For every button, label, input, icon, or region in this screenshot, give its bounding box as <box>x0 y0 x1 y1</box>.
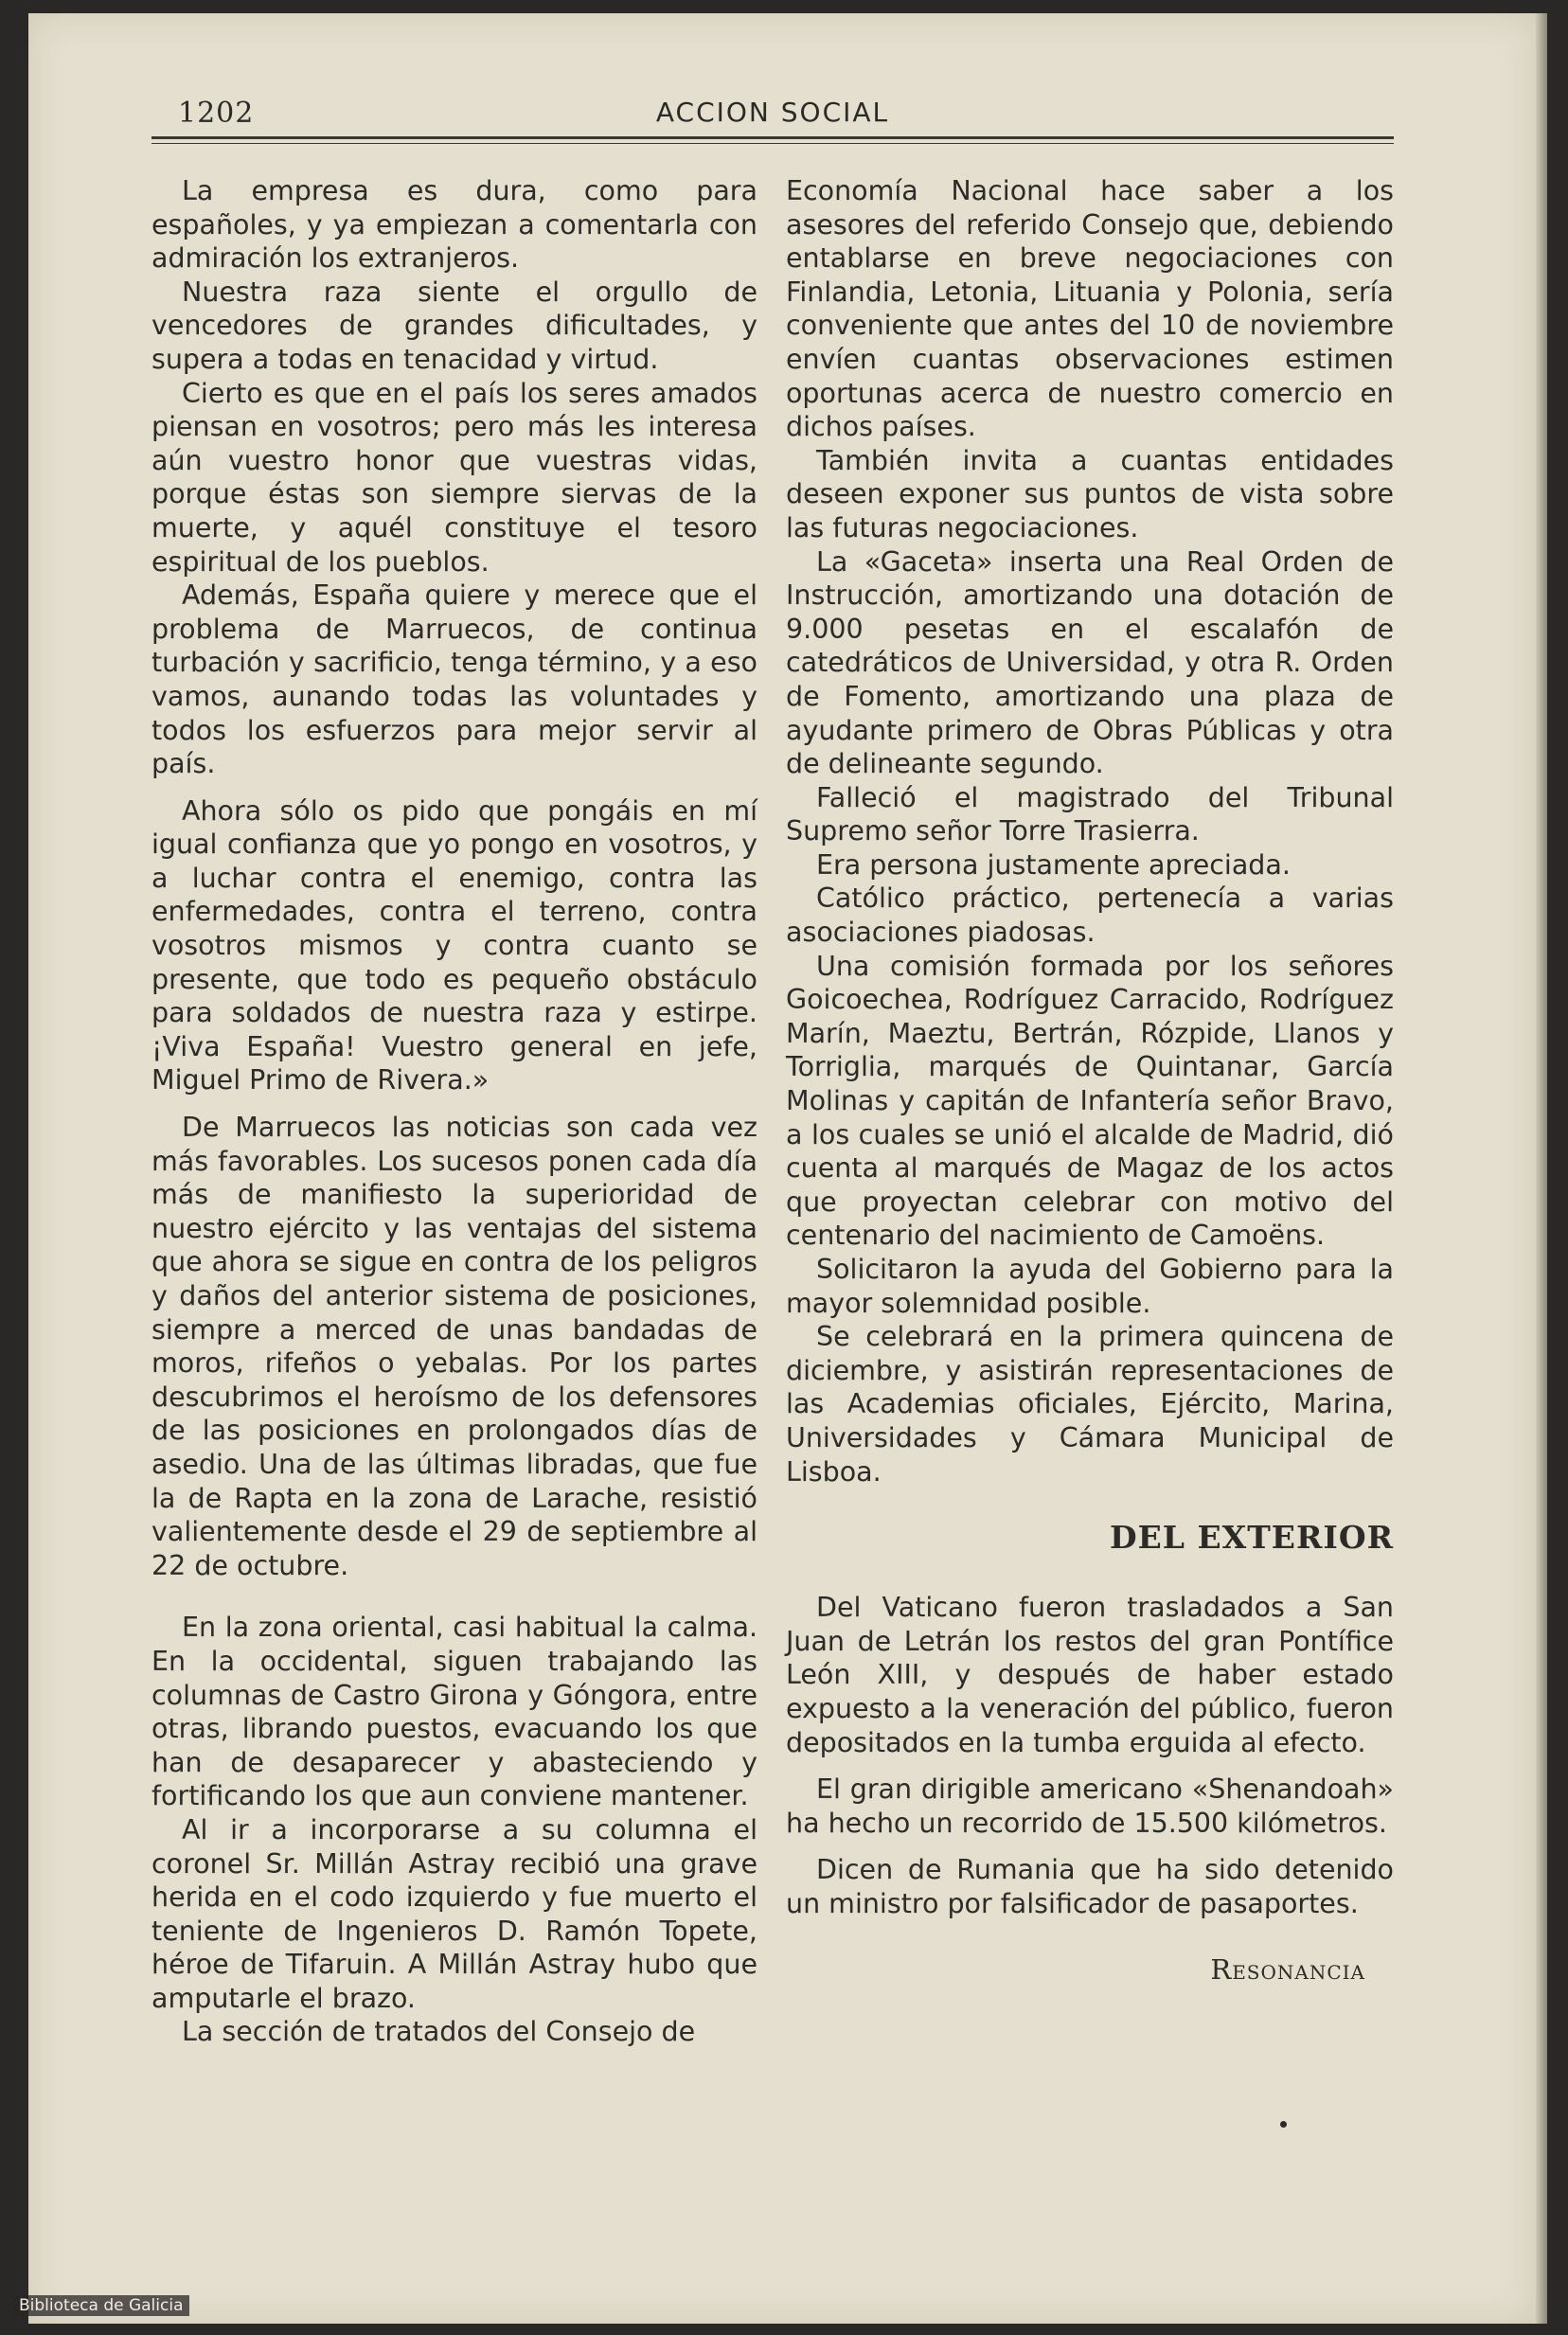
library-watermark: Biblioteca de Galicia <box>13 2295 189 2316</box>
paragraph: En la zona oriental, casi habitual la calma. En la occidental, siguen trabajando las columnas de Castro Girona y Góngora, entre otras, librando puestos, evacuando los que han de desaparecer y abasteciendo y fortificando los que aun conviene mantener. <box>151 1612 757 1812</box>
left-column <box>151 174 757 2049</box>
paragraph: Al ir a incorporarse a su columna el coronel Sr. Millán Astray recibió una grave herida en el codo izquierdo y fue muerto el teniente de Ingenieros D. Ramón Topete, héroe de Tifaruin. A Millán Astray hubo que amputarle el brazo. <box>151 1813 757 2014</box>
header-rule <box>151 136 1394 139</box>
page-number: 1202 <box>178 97 255 130</box>
paragraph: Economía Nacional hace saber a los asesores del referido Consejo que, debiendo entablarse en breve negociaciones con Finlandia, Letonia, Lituania y Polonia, sería conveniente que antes del 10 de noviembre envíen cuantas observaciones estimen oportunas acerca de nuestro comercio en dichos países. <box>786 175 1394 443</box>
paragraph: Una comisión formada por los señores Goicoechea, Rodríguez Carracido, Rodríguez Marín, Maeztu, Bertrán, Rózpide, Llanos y Torriglia, marqués de Quintanar, García Molinas y capitán de Infantería señor Bravo, a los cuales se unió el alcalde de Madrid, dió cuenta al marqués de Magaz de los actos que proyectan celebrar con motivo del centenario del nacimiento de Camoëns. <box>786 950 1394 1252</box>
paragraph: El gran dirigible americano «Shenandoah» ha hecho un recorrido de 15.500 kilómetros. <box>786 1774 1394 1839</box>
section-heading-exterior: DEL EXTERIOR <box>1110 1519 1394 1557</box>
paragraph: También invita a cuantas entidades deseen exponer sus puntos de vista sobre las futuras negociaciones. <box>786 444 1394 544</box>
paragraph: La empresa es dura, como para españoles, y ya empiezan a comentarla con admiración los extranjeros. <box>151 175 757 275</box>
paragraph: Solicitaron la ayuda del Gobierno para la mayor solemnidad posible. <box>786 1254 1394 1319</box>
paragraph: Nuestra raza siente el orgullo de vencedores de grandes dificultades, y supera a todas en tenacidad y virtud. <box>151 276 757 375</box>
paragraph: Se celebrará en la primera quincena de diciembre, y asistirán representaciones de las Academias oficiales, Ejército, Marina, Universidades y Cámara Municipal de Lisboa. <box>786 1321 1394 1488</box>
paragraph: Cierto es que en el país los seres amados piensan en vosotros; pero más les interesa aún vuestro honor que vuestras vidas, porque éstas son siempre siervas de la muerte, y aquél constituye el tesoro espiritual de los pueblos. <box>151 377 757 578</box>
paragraph: La «Gaceta» inserta una Real Orden de Instrucción, amortizando una dotación de 9.000 pesetas en el escalafón de catedráticos de Universidad, y otra R. Orden de Fomento, amortizando una plaza de ayudante primero de Obras Públicas y otra de delineante segundo. <box>786 545 1394 780</box>
paragraph: Del Vaticano fueron trasladados a San Juan de Letrán los restos del gran Pontífice León XIII, y después de haber estado expuesto a la veneración del público, fueron depositados en la tumba erguida al efecto. <box>786 1592 1394 1758</box>
paragraph: Era persona justamente apreciada. <box>816 848 1291 881</box>
ornament-dot <box>1280 2121 1287 2128</box>
running-title: ACCION SOCIAL <box>655 97 890 128</box>
paragraph: Dicen de Rumania que ha sido detenido un ministro por falsificador de pasaportes. <box>786 1854 1394 1919</box>
page-edge <box>1536 13 1547 2324</box>
author-signature: Resonancia <box>1210 1952 1365 1986</box>
paragraph: Además, España quiere y merece que el problema de Marruecos, de continua turbación y sacrificio, tenga término, y a eso vamos, aunando todas las voluntades y todos los esfuerzos para mejor servir al país. <box>151 579 757 780</box>
paragraph: Falleció el magistrado del Tribunal Supremo señor Torre Trasierra. <box>786 781 1394 847</box>
page-header <box>151 87 1394 134</box>
paragraph: Ahora sólo os pido que pongáis en mí igual confianza que yo pongo en vosotros, y a luchar contra el enemigo, contra las enfermedades, contra el terreno, contra vosotros mismos y contra cuanto se presente, que todo es pequeño obstáculo para soldados de nuestra raza y estirpe. ¡Viva España! Vuestro general en jefe, Miguel Primo de Rivera.» <box>151 794 757 1096</box>
header-rule-thin <box>151 143 1394 144</box>
paragraph: Católico práctico, pertenecía a varias asociaciones piadosas. <box>786 882 1394 949</box>
paragraph: De Marruecos las noticias son cada vez más favorables. Los sucesos ponen cada día más de manifiesto la superioridad de nuestro ejército y las ventajas del sistema que ahora se sigue en contra de los peligros y daños del anterior sistema de posiciones, siempre a merced de unas bandadas de moros, rifeños o yebalas. Por los partes descubrimos el heroísmo de los defensores de las posiciones en prolongados días de asedio. Una de las últimas libradas, que fue la de Rapta en la zona de Larache, resistió valientemente desde el 29 de septiembre al 22 de octubre. <box>151 1112 757 1581</box>
right-column <box>786 174 1394 1987</box>
paragraph: La sección de tratados del Consejo de <box>182 2016 696 2048</box>
